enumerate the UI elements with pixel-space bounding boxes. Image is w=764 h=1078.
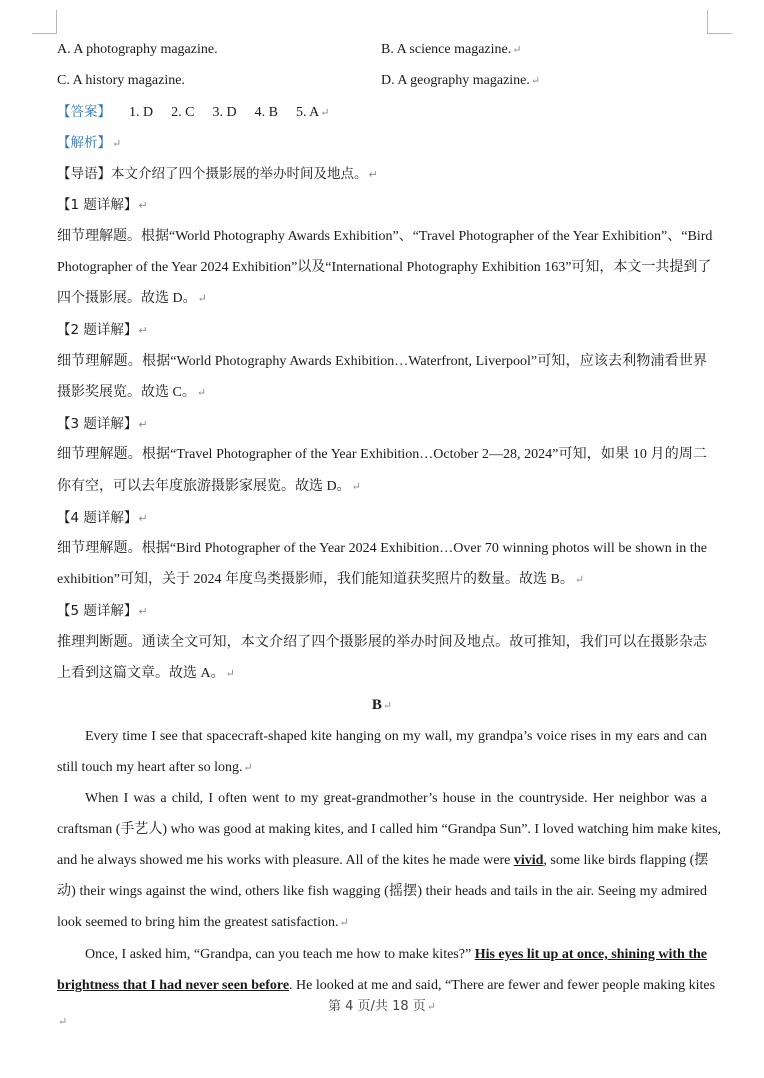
option-a: A. A photography magazine. [57, 42, 218, 57]
q2-heading: 【2 题详解】↵ [57, 322, 148, 338]
q4-heading: 【4 题详解】↵ [57, 510, 148, 526]
answer-label: 【答案】 [57, 104, 111, 120]
q4-line-1: 细节理解题。根据“Bird Photographer of the Year 2024 Exhibition…Over 70 winning photos will be shown in the [57, 541, 707, 556]
q1-line-2: Photographer of the Year 2024 Exhibition”以及“International Photography Exhibition 163”可知，本文一共提到了 [57, 260, 712, 275]
answer-line [57, 102, 330, 123]
paragraph-mark-icon: ↵ [138, 199, 148, 212]
trailing-paragraph-mark [57, 1012, 67, 1032]
paragraph-mark-icon: ↵ [138, 324, 148, 337]
paragraph-mark-icon: ↵ [574, 574, 585, 586]
option-c: C. A history magazine. [57, 73, 185, 88]
guide-line: 【导语】本文介绍了四个摄影展的举办时间及地点。↵ [57, 166, 378, 182]
q4-line-2: exhibition”可知，关于 2024 年度鸟类摄影师，我们能知道获奖照片的数量。故选 B。↵ [57, 572, 585, 587]
crop-mark-top-left-v [56, 10, 57, 34]
paragraph-mark-icon: ↵ [138, 418, 148, 431]
q1-heading: 【1 题详解】↵ [57, 197, 148, 213]
paragraph-mark-icon: ↵ [351, 481, 361, 493]
underlined-word-vivid: vivid [513, 853, 544, 868]
p2-line-5: look seemed to bring him the greatest satisfaction.↵ [57, 915, 349, 930]
paragraph-mark-icon: ↵ [138, 605, 148, 618]
paragraph-mark-icon: ↵ [426, 1001, 436, 1013]
p2-line-3: and he always showed me his works with pleasure. All of the kites he made were vivid, some like birds flapping (摆 [57, 853, 709, 868]
underlined-sentence: His eyes lit up at once, shining with the [474, 947, 707, 962]
p1-line-2: still touch my heart after so long.↵ [57, 760, 253, 775]
paragraph-mark-icon: ↵ [368, 168, 378, 181]
crop-mark-top-right-h [708, 33, 732, 34]
answer-item: 4. B [254, 105, 278, 120]
p2-line-4: 动) their wings against the wind, others like fish wagging (摇摆) their heads and tails in the air. Seeing my admired [57, 884, 707, 899]
p3-line-2: brightness that I had never seen before. He looked at me and said, “There are fewer and fewer people making kites [57, 978, 716, 993]
q5-heading: 【5 题详解】↵ [57, 603, 148, 619]
analysis-heading: 【解析】↵ [57, 135, 122, 151]
crop-mark-top-right-v [707, 10, 708, 34]
q5-line-2: 上看到这篇文章。故选 A。↵ [57, 666, 235, 681]
section-heading-b: B↵ [371, 697, 393, 713]
q3-heading: 【3 题详解】↵ [57, 416, 148, 432]
q2-line-2: 摄影奖展览。故选 C。↵ [57, 385, 207, 400]
answer-item: 2. C [171, 105, 195, 120]
q2-line-1: 细节理解题。根据“World Photography Awards Exhibition…Waterfront, Liverpool”可知，应该去利物浦看世界 [57, 354, 707, 369]
page-footer: 第 4 页/共 18 页↵ [328, 999, 436, 1014]
p2-line-1: When I was a child, I often went to my great-grandmother’s house in the countryside. Her neighbor was a [85, 791, 707, 806]
paragraph-mark-icon: ↵ [225, 668, 235, 680]
p2-line-2: craftsman (手艺人) who was good at making kites, and I called him “Grandpa Sun”. I loved watching him make kites, [57, 822, 722, 837]
p3-line-1: Once, I asked him, “Grandpa, can you teach me how to make kites?” His eyes lit up at once, shining with the [85, 947, 707, 962]
paragraph-mark-icon: ↵ [243, 762, 253, 774]
q1-line-3: 四个摄影展。故选 D。↵ [57, 291, 207, 306]
p1-line-1: Every time I see that spacecraft-shaped kite hanging on my wall, my grandpa’s voice rises in my ears and can [85, 729, 707, 744]
paragraph-mark-icon: ↵ [196, 387, 207, 399]
q1-line-1: 细节理解题。根据“World Photography Awards Exhibition”、“Travel Photographer of the Year Exhibition”、“Bird [57, 229, 713, 244]
q5-line-1: 推理判断题。通读全文可知，本文介绍了四个摄影展的举办时间及地点。故可推知，我们可以在摄影杂志 [57, 635, 707, 650]
paragraph-mark-icon: ↵ [320, 107, 330, 119]
paragraph-mark-icon: ↵ [530, 75, 541, 87]
answer-item: 5. A [295, 105, 320, 120]
paragraph-mark-icon: ↵ [197, 293, 207, 305]
paragraph-mark-icon: ↵ [512, 44, 522, 56]
paragraph-mark-icon: ↵ [382, 700, 393, 712]
option-b: B. A science magazine.↵ [381, 42, 522, 57]
q3-line-1: 细节理解题。根据“Travel Photographer of the Year Exhibition…October 2—28, 2024”可知，如果 10 月的周二 [57, 447, 707, 462]
option-d: D. A geography magazine.↵ [381, 73, 541, 88]
crop-mark-top-left-h [32, 33, 56, 34]
paragraph-mark-icon: ↵ [138, 512, 148, 525]
answer-item: 1. D [129, 105, 154, 120]
paragraph-mark-icon: ↵ [339, 917, 349, 929]
paragraph-mark-icon: ↵ [58, 1016, 68, 1028]
answer-item: 3. D [212, 105, 237, 120]
underlined-sentence: brightness that I had never seen before [57, 978, 290, 993]
q3-line-2: 你有空，可以去年度旅游摄影家展览。故选 D。↵ [57, 479, 361, 494]
paragraph-mark-icon: ↵ [112, 138, 122, 150]
